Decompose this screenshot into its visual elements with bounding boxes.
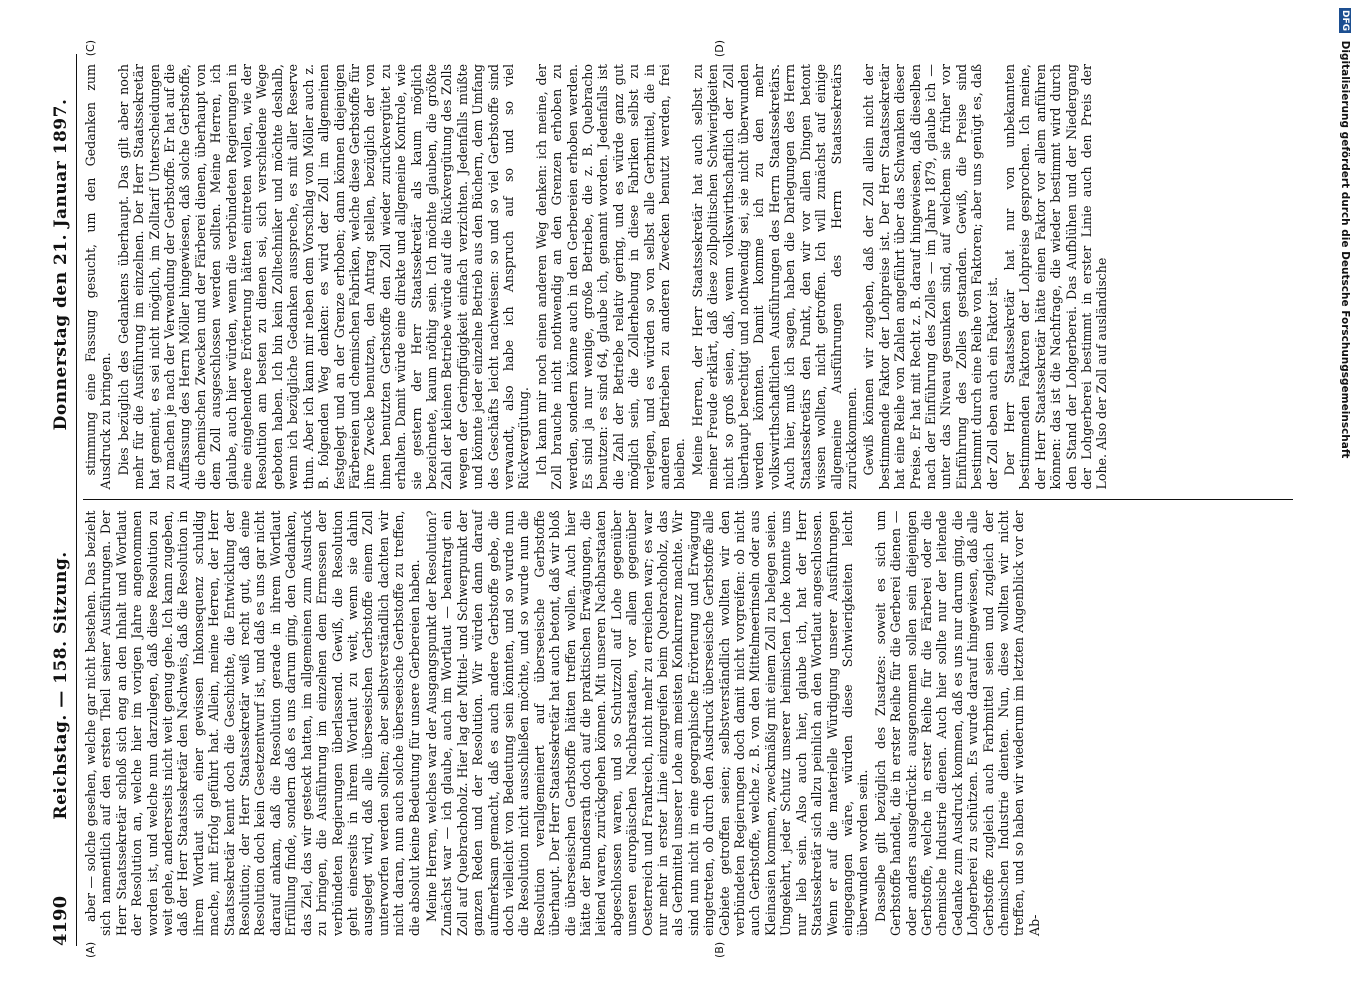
header-right-title: Donnerstag den 21. Januar 1897. (51, 98, 71, 431)
paragraph: Der Herr Staatssekretär hat nur von unbekannten bestimmenden Faktoren der Lohpreise gesprochen. Ich meine, der Herr Staatssekretär hätte einen Faktor vor allem anführen können: das ist die Nachfrage, die wieder bestimmt wird durch den Stand der Lohgerberei. Das Aufblühen und der Niedergang der Lohgerberei bestimmt in erster Linie auch den Preis der Lohe. Also der Zoll auf ausländische (1001, 64, 1110, 490)
credit-text: Digitalisierung gefördert durch die Deutsche Forschungsgemeinschaft (1339, 40, 1351, 459)
right-column (83, 40, 1293, 501)
dfg-logo: DFG (1340, 10, 1350, 32)
paragraph: Dasselbe gilt bezüglich des Zusatzes: soweit es sich um Gerbstoffe handelt, die in erster Reihe für die Gerberei dienen — oder anders ausgedrückt: ausgenommen sollen sein diejenigen Gerbstoffe, welche in erster Reihe für die Färberei oder die chemische Industrie dienen. Auch hier sollte nur der leitende Gedanke zum Ausdruck kommen, daß es uns nur darum ging, die Lohgerberei zu schützen. Es wurde darauf hingewiesen, daß alle Gerbstoffe zugleich auch Farbmittel seien und zugleich der chemischen Industrie dienten. Nun, diese wollten wir nicht treffen, und so haben wir wiederum im letzten Augenblick vor der Ab- (872, 510, 1042, 936)
paragraph: Meine Herren, der Herr Staatssekretär hat auch selbst zu meiner Freude erklärt, daß diese zollpolitischen Schwierigkeiten nicht so groß seien, daß, wenn volkswirthschaftlich der Zoll überhaupt berechtigt und nothwendig sei, sie nicht überwunden werden könnten. Damit komme ich zu den mehr volkswirthschaftlichen Ausführungen des Herrn Staatssekretärs. Auch hier, muß ich sagen, haben die Darlegungen des Herrn Staatssekretärs den Punkt, den wir vor allen Dingen betont wissen wollten, nicht getroffen. Ich will zunächst auf einige allgemeine Ausführungen des Herrn Staatssekretärs zurückkommen. (689, 64, 859, 490)
paragraph: Meine Herren, welches war der Ausgangspunkt der Resolution? Zunächst war — ich glaube, auch im Wortlaut — beantragt ein Zoll auf Quebrachoholz. Hier lag der Mittel- und Schwerpunkt der ganzen Reden und der Resolution. Wir würden dann darauf aufmerksam gemacht, daß es auch andere Gerbstoffe gebe, die doch vielleicht von Bedeutung sein könnten, und so wurde nun die Resolution nicht ausschließen möchte, und so wurde nun die Resolution verallgemeinert auf überseeische Gerbstoffe überhaupt. Der Herr Staatssekretär hat auch betont, daß wir bloß die überseeischen Gerbstoffe hätten treffen wollen. Auch hier hätte der Bundesrath doch auf die praktischen Erwägungen, die leitend waren, zurückgehen können. Mit unseren Nachbarstaaten abgeschlossen waren, und so Schutzzoll auf Lohe gegenüber unseren europäischen Nachbarstaaten, vor allem gegenüber Oesterreich und Frankreich, nicht mehr zu erreichen war; es war nur mehr in erster Linie einzugreifen beim Quebrachoholz, das als Gerbmittel unserer Lohe am meisten Konkurrenz machte. Wir sind nun nicht in eine geographische Erörterung und Erwägung eingetreten, ob durch den Ausdruck überseeische Gerbstoffe alle Gebiete getroffen seien; selbstverständlich wollten wir den verbündeten Regierungen doch damit nicht vorgreifen: ob nicht auch Gerbstoffe, welche z. B. von den Mittelmeerinseln oder aus Kleinasien kommen, zweckmäßig mit einem Zoll zu belegen seien. Umgekehrt, jeder Schutz unserer heimischen Lohe konnte uns nur lieb sein. Also auch hier, glaube ich, hat der Herr Staatssekretär sich allzu peinlich an den Wortlaut angeschlossen. Wenn er auf die materielle Würdigung unserer Ausführungen eingegangen wäre, würden diese Schwierigkeiten leicht überwunden worden sein. (423, 510, 871, 936)
paragraph: aber — solche gesehen, welche gar nicht bestehen. Das bezieht sich namentlich auf den ersten Theil seiner Ausführungen. Der Herr Staatssekretär schloß sich eng an den Inhalt und Wortlaut der Resolution an, welche hier im vorigen Jahre angenommen worden ist, und welche nun darzulegen, daß diese Resolution zu weit gehe, andererseits nicht weit genug gehe. Ich kann zugeben, daß der Herr Staatssekretär den Nachweis, daß die Resolution in ihrem Wortlaut sich einer gewissen Inkonsequenz schuldig mache, mit Erfolg geführt hat. Allein, meine Herren, der Herr Staatssekretär kennt doch die Geschichte, die Entwicklung der Resolution; der Herr Staatssekretär weiß recht gut, daß eine Resolution doch kein Gesetzentwurf ist, und daß es uns gar nicht darauf ankam, daß die Resolution gerade in ihrem Wortlaut Erfüllung finde, sondern daß es uns darum ging, den Gedanken, das Ziel, das wir gesteckt hatten, im allgemeinen zum Ausdruck zu bringen, die Ausführung im einzelnen dem Ermessen der verbündeten Regierungen überlassend. Gewiß, die Resolution geht einerseits in ihrem Wortlaut zu weit, wenn sie dahin ausgelegt wird, daß alle überseeischen Gerbstoffe einem Zoll unterworfen werden sollten; aber selbstverständlich dachten wir nicht daran, nun auch solche überseeische Gerbstoffe zu treffen, die absolut keine Bedeutung für unsere Gerbereien haben. (83, 510, 422, 936)
left-column (83, 501, 1293, 958)
paragraph: Dies bezüglich des Gedankens überhaupt. Das gilt aber noch mehr für die Ausführung im einzelnen. Der Herr Staatssekretär hat gemeint, es sei nicht möglich, im Zolltarif Unterscheidungen zu machen je nach der Verwendung der Gerbstoffe. Er hat auf die Auffassung des Herrn Möller hingewiesen, daß solche Gerbstoffe, die chemischen Zwecken und der Färberei dienen, überhaupt von dem Zoll ausgeschlossen werden sollten. Meine Herren, ich glaube, auch hier würden, wenn die verbündeten Regierungen in eine eingehendere Erörterung hätten eintreten wollen, wie der Resolution am besten zu dienen sei, sich verschiedene Wege geboten haben. Ich bin kein Zolltechniker und möchte deshalb, wenn ich bezügliche Gedanken ausspreche, es mit aller Reserve thun. Aber ich kann mir neben dem Vorschlag von Möller auch z. B. folgenden Weg denken: es wird der Zoll im allgemeinen festgelegt und an der Grenze erhoben; dann können diejenigen Färbereien und chemischen Fabriken, welche diese Gerbstoffe für ihre Zwecke benutzen, den Antrag stellen, bezüglich der von ihnen benutzten Gerbstoffe den Zoll wieder zurückvergütet zu erhalten. Damit würde eine direkte und allgemeine Kontrole, wie sie gestern der Herr Staatssekretär als kaum möglich bezeichnete, kaum nöthig sein. Ich möchte glauben, die größte Zahl der kleinen Betriebe würde auf die Rückvergütung des Zolls wegen der Geringfügigkeit einfach verzichten. Jedenfalls müßte und könnte jeder einzelne Betrieb aus den Büchern, dem Umfang des Geschäfts leicht nachweisen: so und so viel Gerbstoffe sind verwandt, also habe ich Anspruch auf so und so viel Rückvergütung. (115, 64, 532, 490)
document-page (40, 40, 1300, 960)
paragraph: Ich kann mir noch einen anderen Weg denken: ich meine, der Zoll brauche nicht nothwendig an den Grenzen erhoben zu werden, sondern könne auch in den Gerbereien erhoben werden. Es sind ja nur wenige, große Betriebe, die z. B. Quebracho benutzen: es sind 64, glaube ich, genannt worden. Jedenfalls ist die Zahl der Betriebe relativ gering, und es würde ganz gut möglich sein, die Zollerhebung in diese Fabriken selbst zu verlegen, und es würden so von selbst alle Gerbmittel, die in anderen Betrieben zu anderen Zwecken benutzt werden, frei bleiben. (533, 64, 688, 490)
page-header (50, 54, 77, 946)
margin-marker-a: (A) (84, 941, 97, 958)
paragraph: stimmung eine Fassung gesucht, um den Gedanken zum Ausdruck zu bringen. (83, 64, 114, 490)
margin-marker-b: (B) (713, 941, 727, 958)
margin-marker-d: (D) (713, 40, 727, 58)
margin-marker-c: (C) (84, 40, 97, 57)
header-left-title: Reichstag. — 158. Sitzung. (51, 551, 71, 820)
page-number: 4190 (50, 895, 71, 946)
paragraph: Gewiß können wir zugeben, daß der Zoll allein nicht der bestimmende Faktor der Lohpreise ist. Der Herr Staatssekretär hat eine Reihe von Zahlen angeführt über das Schwanken dieser Preise. Er hat mit Recht z. B. darauf hingewiesen, daß dieselben nach der Einführung des Zolles — im Jahre 1879, glaube ich — unter das Niveau gesunken sind, auf welchem sie früher vor Einführung des Zolles gestanden. Gewiß, die Preise sind bestimmt durch eine Reihe von Faktoren; aber uns genügt es, daß der Zoll eben auch ein Faktor ist. (861, 64, 1000, 490)
digitization-credit (1339, 8, 1351, 458)
text-columns (83, 40, 1293, 958)
